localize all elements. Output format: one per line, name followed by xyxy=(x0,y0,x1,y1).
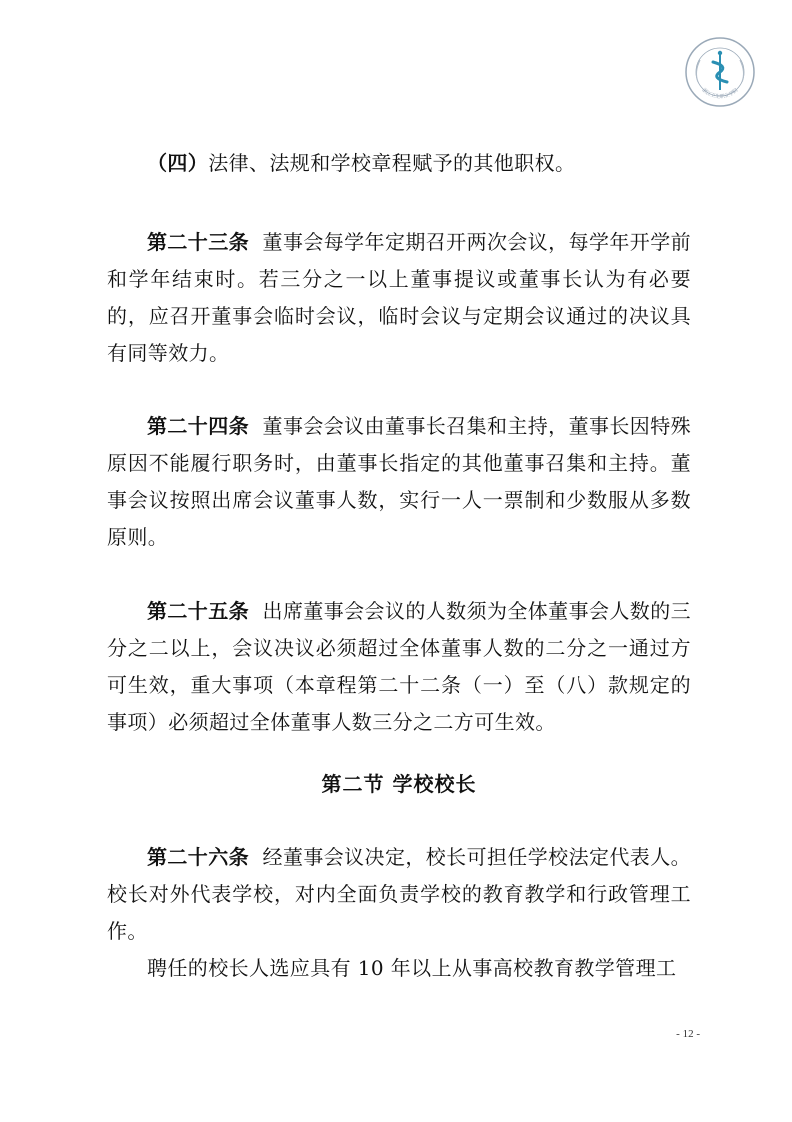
article-25 xyxy=(107,593,691,741)
article-text: 董事会会议由董事长召集和主持，董事长因特殊原因不能履行职务时，由董事长指定的其他董事召集和主持。董事会议按照出席会议董事人数，实行一人一票制和少数服从多数原则。 xyxy=(107,414,692,549)
school-seal-logo xyxy=(684,36,756,108)
article-26 xyxy=(107,839,691,950)
article-label: 第二十三条 xyxy=(147,230,250,254)
article-label: 第二十六条 xyxy=(147,845,250,869)
section-title: 第二节 学校校长 xyxy=(321,772,477,796)
clause-label: （四） xyxy=(147,151,209,175)
article-text: 经董事会议决定，校长可担任学校法定代表人。校长对外代表学校，对内全面负责学校的教育教学和行政管理工作。 xyxy=(107,845,692,943)
article-24 xyxy=(107,408,691,556)
serpent-staff-icon xyxy=(713,51,727,90)
clause-item-4 xyxy=(107,145,691,182)
page-number: - 12 - xyxy=(676,1028,700,1040)
article-text: 董事会每学年定期召开两次会议，每学年开学前和学年结束时。若三分之一以上董事提议或董事长认为有必要的，应召开董事会临时会议，临时会议与定期会议通过的决议具有同等效力。 xyxy=(107,230,692,365)
article-text: 出席董事会会议的人数须为全体董事会人数的三分之二以上，会议决议必须超过全体董事人数的二分之一通过方可生效，重大事项（本章程第二十二条（一）至（八）款规定的事项）必须超过全体董事人数三分之二方可生效。 xyxy=(107,599,692,734)
article-label: 第二十五条 xyxy=(147,599,250,623)
article-23 xyxy=(107,224,691,372)
article-label: 第二十四条 xyxy=(147,414,250,438)
paragraph-text: 聘任的校长人选应具有 10 年以上从事高校教育教学管理工 xyxy=(147,956,677,980)
article-26-continuation xyxy=(107,950,691,987)
svg-text:湛江卫生职业学院: 湛江卫生职业学院 xyxy=(700,87,740,101)
clause-text: 法律、法规和学校章程赋予的其他职权。 xyxy=(208,151,576,175)
